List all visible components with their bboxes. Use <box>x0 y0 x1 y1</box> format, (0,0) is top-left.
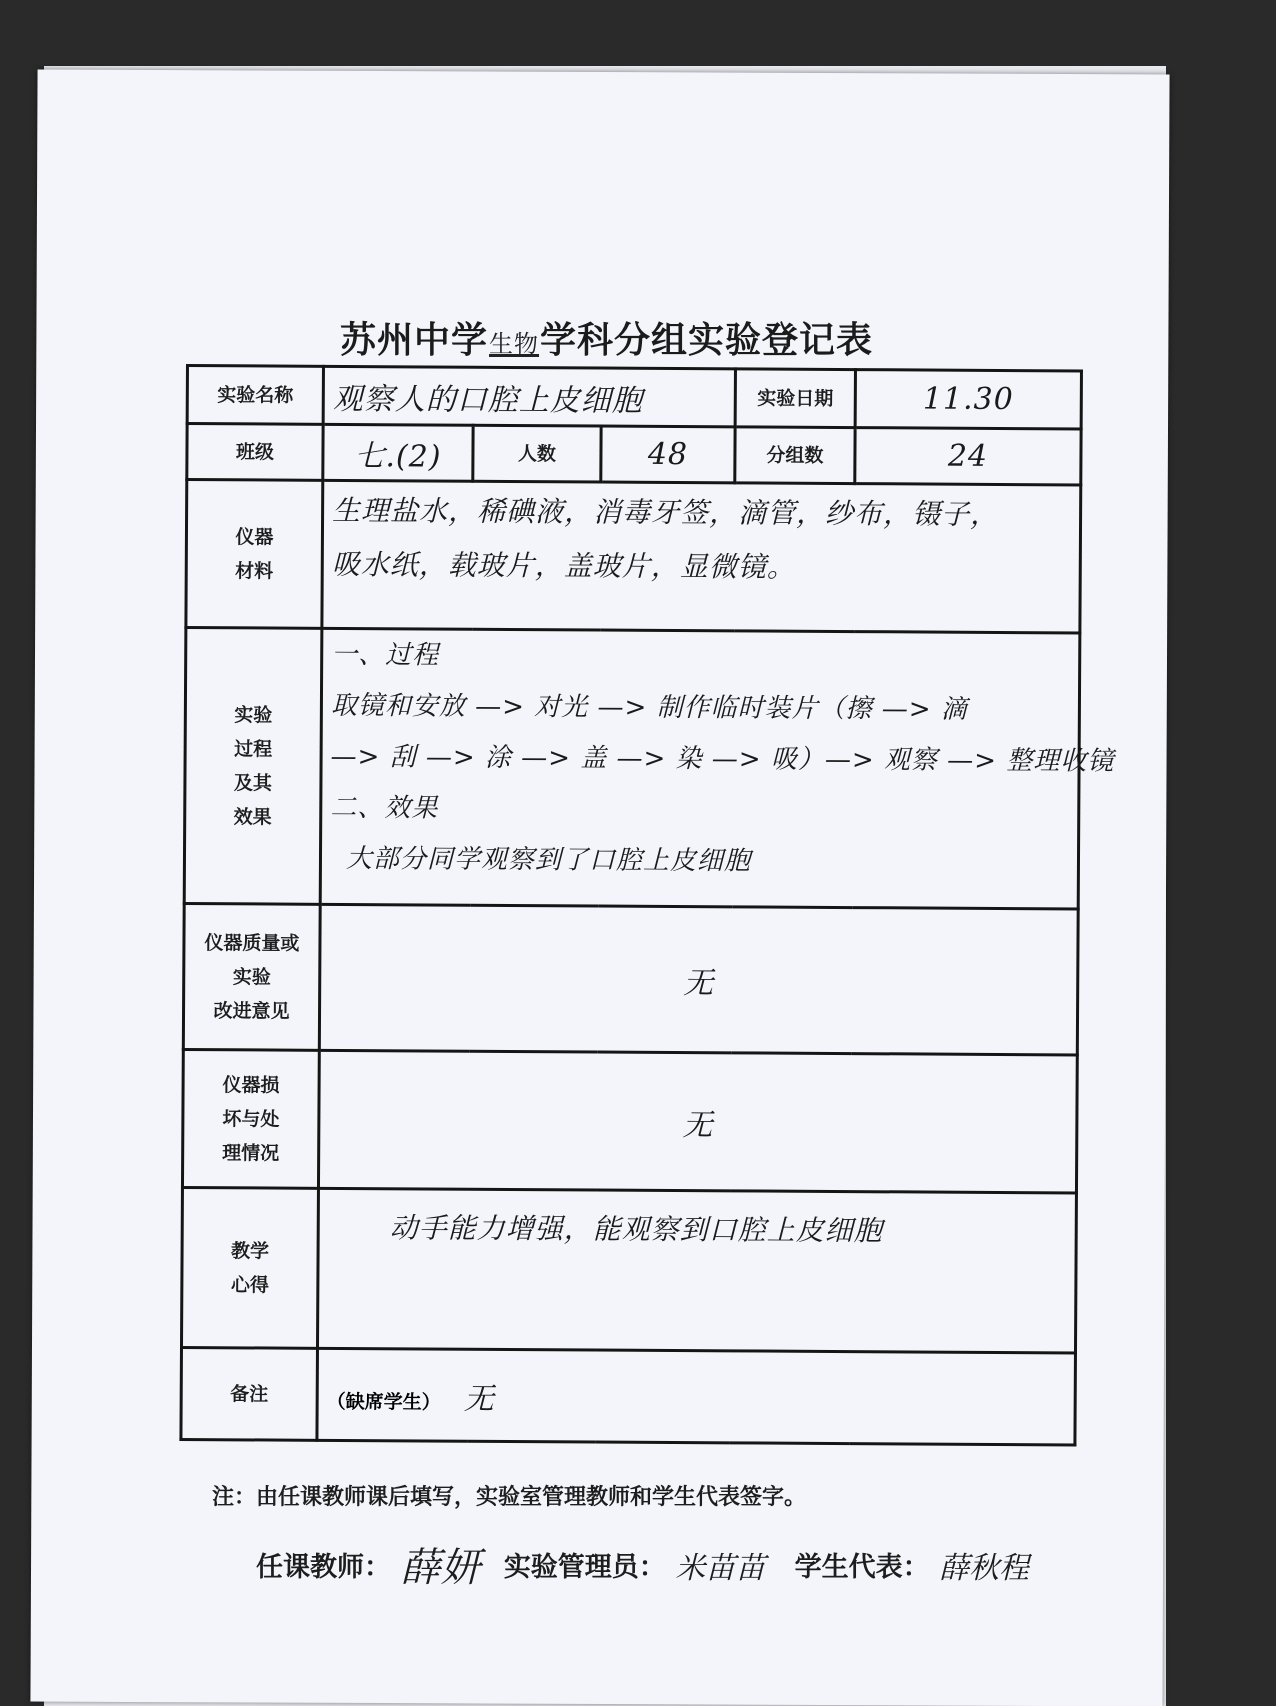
row-remarks <box>181 1347 1076 1444</box>
process-label-line-2: 过程 <box>234 737 273 761</box>
reflection-label-line-2: 心得 <box>230 1273 269 1297</box>
process-label-line-1: 实验 <box>234 703 273 727</box>
row-reflection <box>181 1187 1076 1352</box>
process-label <box>184 628 322 905</box>
damage-label-line-3: 理情况 <box>222 1141 280 1165</box>
experiment-name-label: 实验名称 <box>187 366 323 425</box>
process-label-line-3: 及其 <box>233 771 273 795</box>
count-value: 48 <box>601 426 735 483</box>
signature-row <box>256 1536 1056 1596</box>
row-class-info <box>187 424 1081 485</box>
damage-value: 无 <box>318 1050 1077 1193</box>
teacher-label: 任课教师： <box>256 1552 391 1583</box>
title-suffix: 学科分组实验登记表 <box>540 320 874 361</box>
count-label: 人数 <box>473 425 601 482</box>
reflection-value: 动手能力增强，能观察到口腔上皮细胞 <box>317 1188 1076 1353</box>
quality-value: 无 <box>319 904 1078 1055</box>
process-line-5: 大部分同学观察到了口腔上皮细胞 <box>345 843 752 877</box>
quality-label <box>183 903 320 1050</box>
materials-line-2: 吸水纸，载玻片，盖玻片，显微镜。 <box>331 547 796 584</box>
class-label: 班级 <box>187 424 323 481</box>
absent-students-label: （缺席学生） <box>326 1390 441 1414</box>
teacher-signature: 薛妍 <box>400 1545 481 1591</box>
title-prefix: 苏州中学 <box>340 320 489 361</box>
reflection-label <box>181 1187 318 1348</box>
process-line-2: 取镜和安放 —> 对光 —> 制作临时装片（擦 —> 滴 <box>330 690 968 725</box>
process-line-4: 二、效果 <box>330 792 439 824</box>
row-quality <box>183 903 1078 1054</box>
materials-line-1: 生理盐水，稀碘液，消毒牙签，滴管，纱布，镊子， <box>332 493 1000 531</box>
date-label: 实验日期 <box>735 369 855 428</box>
admin-signature: 米苗苗 <box>675 1550 766 1586</box>
quality-label-line-1: 仪器质量或 <box>204 931 300 955</box>
process-label-line-4: 效果 <box>233 805 272 829</box>
process-value <box>320 628 1115 909</box>
damage-label-line-2: 坏与处 <box>222 1107 280 1131</box>
materials-label-line-2: 材料 <box>235 559 274 583</box>
registration-form-table <box>179 364 1115 1446</box>
date-value: 11.30 <box>855 370 1081 429</box>
row-damage <box>182 1049 1077 1192</box>
materials-value <box>322 480 1081 633</box>
title-subject: 生物 <box>489 330 540 358</box>
student-signature: 薛秋程 <box>939 1550 1030 1586</box>
row-process <box>184 628 1080 909</box>
student-label: 学生代表： <box>794 1552 930 1583</box>
quality-label-line-3: 改进意见 <box>213 999 290 1023</box>
page-title <box>340 312 960 363</box>
admin-label: 实验管理员： <box>503 1552 666 1583</box>
experiment-name-value: 观察人的口腔上皮细胞 <box>323 366 735 427</box>
remarks-value <box>317 1348 1076 1445</box>
process-line-3: —> 刮 —> 涂 —> 盖 —> 染 —> 吸）—> 观察 —> 整理收镜 <box>330 741 1115 777</box>
groups-value: 24 <box>855 428 1081 485</box>
remarks-label: 备注 <box>181 1347 318 1440</box>
damage-label-line-1: 仪器损 <box>222 1073 280 1097</box>
materials-label-line-1: 仪器 <box>235 525 274 549</box>
groups-label: 分组数 <box>735 427 855 484</box>
process-line-1: 一、过程 <box>331 639 440 671</box>
materials-label <box>186 480 323 629</box>
row-materials <box>186 480 1081 633</box>
reflection-label-line-1: 教学 <box>231 1239 270 1263</box>
class-value: 七.(2) <box>323 424 473 481</box>
footer-note: 注：由任课教师课后填写，实验室管理教师和学生代表签字。 <box>212 1485 807 1510</box>
absent-students-value: 无 <box>463 1381 495 1417</box>
quality-label-line-2: 实验 <box>232 965 271 989</box>
row-experiment-name <box>187 366 1081 429</box>
damage-label <box>182 1049 319 1188</box>
